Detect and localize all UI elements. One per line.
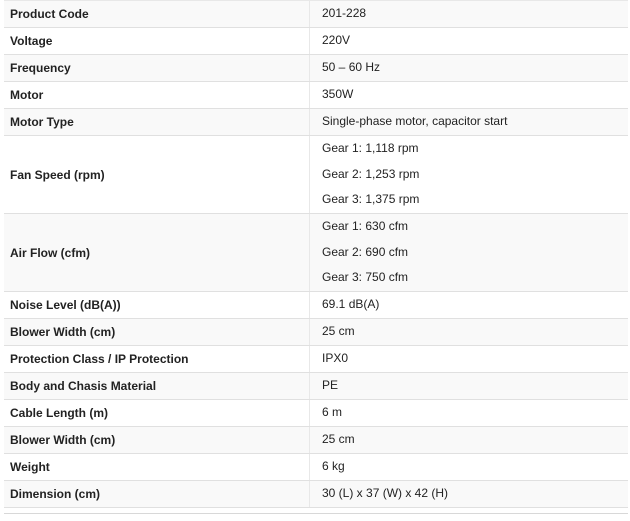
spec-value-cell bbox=[310, 427, 628, 453]
spec-value-cell bbox=[310, 400, 628, 426]
spec-label: Weight bbox=[4, 454, 310, 480]
spec-label: Blower Width (cm) bbox=[4, 319, 310, 345]
spec-value-cell bbox=[310, 454, 628, 480]
spec-value-cell bbox=[310, 55, 628, 81]
spec-value: Gear 1: 630 cfm bbox=[322, 219, 409, 234]
table-bottom-divider bbox=[4, 513, 628, 514]
spec-label: Product Code bbox=[4, 1, 310, 27]
spec-row-motor bbox=[4, 82, 628, 109]
spec-label: Protection Class / IP Protection bbox=[4, 346, 310, 372]
spec-value: Gear 3: 1,375 rpm bbox=[322, 192, 420, 207]
spec-value-cell bbox=[310, 346, 628, 372]
spec-row-air-flow bbox=[4, 214, 628, 292]
spec-label: Frequency bbox=[4, 55, 310, 81]
spec-value: 201-228 bbox=[322, 6, 367, 21]
spec-label: Motor Type bbox=[4, 109, 310, 135]
spec-row-weight bbox=[4, 454, 628, 481]
spec-label: Fan Speed (rpm) bbox=[4, 136, 310, 213]
spec-row-dimension bbox=[4, 481, 628, 508]
spec-label: Body and Chasis Material bbox=[4, 373, 310, 399]
spec-value-cell bbox=[310, 292, 628, 318]
spec-row-fan-speed bbox=[4, 136, 628, 214]
spec-row-protection-class bbox=[4, 346, 628, 373]
spec-value-cell bbox=[310, 82, 628, 108]
spec-row-frequency bbox=[4, 55, 628, 82]
spec-value: 69.1 dB(A) bbox=[322, 297, 380, 312]
spec-value-cell bbox=[310, 481, 628, 507]
spec-value: 25 cm bbox=[322, 432, 355, 447]
spec-value-cell bbox=[310, 1, 628, 27]
spec-value-cell bbox=[310, 214, 628, 291]
spec-row-body-material bbox=[4, 373, 628, 400]
spec-value-cell bbox=[310, 109, 628, 135]
spec-value: IPX0 bbox=[322, 351, 349, 366]
spec-value: Gear 3: 750 cfm bbox=[322, 270, 409, 285]
spec-value: Gear 1: 1,118 rpm bbox=[322, 141, 419, 156]
spec-value: 220V bbox=[322, 33, 351, 48]
spec-label: Cable Length (m) bbox=[4, 400, 310, 426]
spec-row-voltage bbox=[4, 28, 628, 55]
spec-value: 6 kg bbox=[322, 459, 345, 474]
spec-value: Gear 2: 690 cfm bbox=[322, 244, 409, 259]
spec-value-cell bbox=[310, 373, 628, 399]
spec-label: Noise Level (dB(A)) bbox=[4, 292, 310, 318]
spec-row-cable-length bbox=[4, 400, 628, 427]
spec-table bbox=[4, 0, 628, 508]
spec-label: Voltage bbox=[4, 28, 310, 54]
spec-value-cell bbox=[310, 28, 628, 54]
spec-value: 6 m bbox=[322, 405, 343, 420]
spec-value: 50 – 60 Hz bbox=[322, 60, 381, 75]
spec-label: Motor bbox=[4, 82, 310, 108]
spec-value: 25 cm bbox=[322, 324, 355, 339]
spec-row-product-code bbox=[4, 1, 628, 28]
spec-value: Single-phase motor, capacitor start bbox=[322, 114, 508, 129]
spec-row-motor-type bbox=[4, 109, 628, 136]
spec-value: 30 (L) x 37 (W) x 42 (H) bbox=[322, 486, 449, 501]
spec-value: Gear 2: 1,253 rpm bbox=[322, 166, 420, 181]
spec-row-noise-level bbox=[4, 292, 628, 319]
spec-value: 350W bbox=[322, 87, 354, 102]
spec-label: Dimension (cm) bbox=[4, 481, 310, 507]
spec-row-blower-width bbox=[4, 319, 628, 346]
spec-value-cell bbox=[310, 136, 628, 213]
spec-label: Air Flow (cfm) bbox=[4, 214, 310, 291]
spec-row-blower-width-2 bbox=[4, 427, 628, 454]
spec-label: Blower Width (cm) bbox=[4, 427, 310, 453]
spec-value-cell bbox=[310, 319, 628, 345]
spec-value: PE bbox=[322, 378, 339, 393]
